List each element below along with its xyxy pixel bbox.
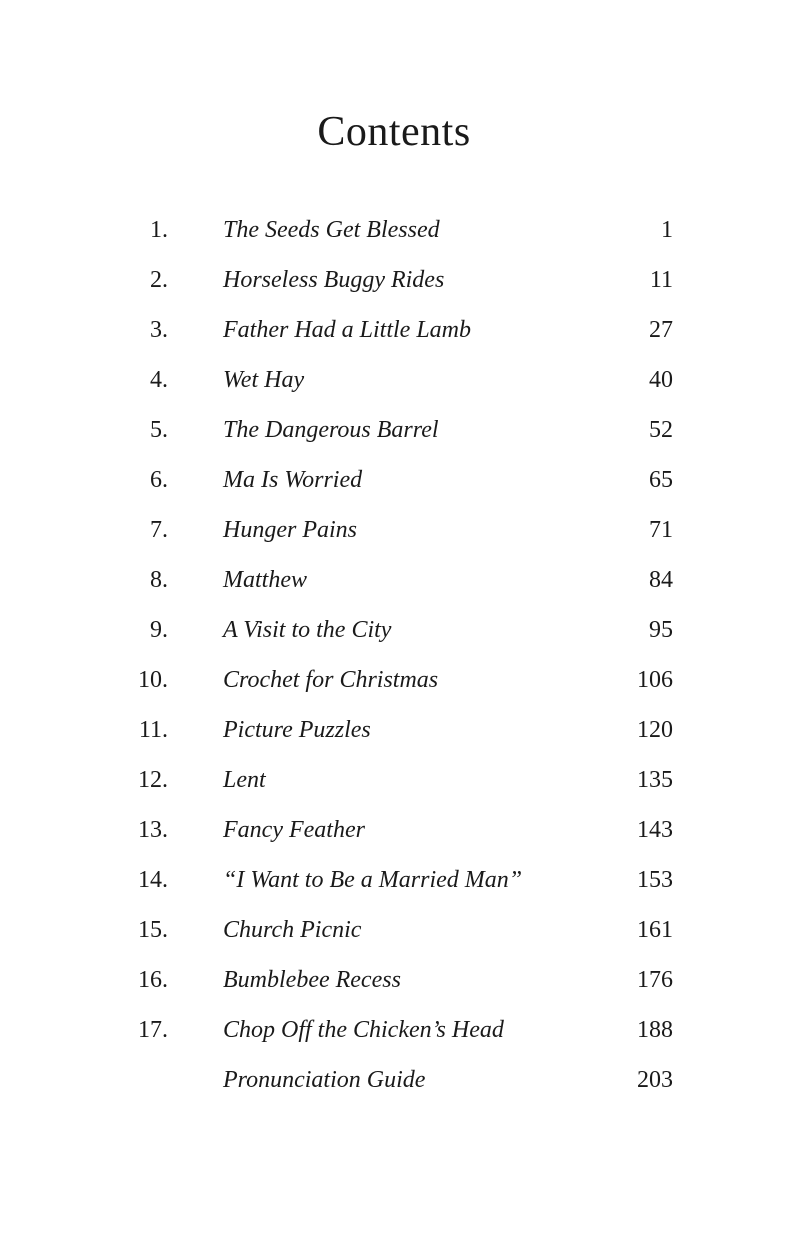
page-number: 52 [649, 417, 673, 443]
chapter-title: Father Had a Little Lamb [223, 317, 472, 343]
chapter-number: 2. [150, 267, 168, 293]
chapter-number: 1. [150, 217, 168, 243]
chapter-title: Wet Hay [223, 367, 305, 393]
page-number: 188 [637, 1017, 673, 1043]
chapter-title: Church Picnic [223, 917, 362, 943]
chapter-title: Crochet for Christmas [223, 667, 439, 693]
page-number: 135 [637, 767, 673, 793]
page-number: 95 [649, 617, 673, 643]
chapter-title: The Seeds Get Blessed [223, 217, 440, 243]
toc-entry [0, 1055, 788, 1105]
chapter-title: Matthew [223, 567, 307, 593]
page-number: 143 [637, 817, 673, 843]
page-number: 1 [661, 217, 673, 243]
toc-entry [0, 305, 788, 355]
page-number: 65 [649, 467, 673, 493]
page-number: 84 [649, 567, 673, 593]
page-number: 120 [637, 717, 673, 743]
chapter-number: 5. [150, 417, 168, 443]
chapter-number: 13. [138, 817, 168, 843]
table-of-contents [0, 205, 788, 1105]
chapter-title: The Dangerous Barrel [223, 417, 439, 443]
toc-entry [0, 255, 788, 305]
toc-entry [0, 955, 788, 1005]
chapter-number: 7. [150, 517, 168, 543]
chapter-title: A Visit to the City [223, 617, 392, 643]
toc-entry [0, 505, 788, 555]
toc-entry [0, 355, 788, 405]
toc-entry [0, 805, 788, 855]
toc-entry [0, 755, 788, 805]
chapter-title: Horseless Buggy Rides [223, 267, 445, 293]
chapter-title: Picture Puzzles [223, 717, 371, 743]
toc-entry [0, 205, 788, 255]
chapter-title: Chop Off the Chicken’s Head [223, 1017, 504, 1043]
page-number: 153 [637, 867, 673, 893]
toc-entry [0, 455, 788, 505]
toc-entry [0, 405, 788, 455]
chapter-number: 12. [138, 767, 168, 793]
chapter-number: 8. [150, 567, 168, 593]
chapter-title: Bumblebee Recess [223, 967, 401, 993]
page-number: 71 [649, 517, 673, 543]
page-number: 203 [637, 1067, 673, 1093]
toc-entry [0, 1005, 788, 1055]
chapter-number: 3. [150, 317, 168, 343]
chapter-title: Ma Is Worried [223, 467, 363, 493]
toc-entry [0, 705, 788, 755]
chapter-number: 6. [150, 467, 168, 493]
chapter-number: 16. [138, 967, 168, 993]
chapter-title: “I Want to Be a Married Man” [223, 867, 523, 893]
chapter-number: 17. [138, 1017, 168, 1043]
chapter-number: 11. [138, 717, 168, 743]
toc-entry [0, 555, 788, 605]
page-number: 40 [649, 367, 673, 393]
toc-entry [0, 655, 788, 705]
chapter-title: Fancy Feather [223, 817, 365, 843]
chapter-number: 15. [138, 917, 168, 943]
chapter-number: 14. [138, 867, 168, 893]
page-number: 176 [637, 967, 673, 993]
chapter-title: Hunger Pains [223, 517, 357, 543]
page-number: 11 [649, 267, 673, 293]
chapter-title: Lent [223, 767, 266, 793]
page-number: 161 [637, 917, 673, 943]
chapter-number: 9. [150, 617, 168, 643]
page-title: Contents [317, 109, 471, 155]
chapter-number: 10. [138, 667, 168, 693]
toc-entry [0, 605, 788, 655]
toc-entry [0, 905, 788, 955]
page-number: 27 [649, 317, 673, 343]
chapter-number: 4. [150, 367, 168, 393]
chapter-title: Pronunciation Guide [223, 1067, 426, 1093]
page-number: 106 [637, 667, 673, 693]
toc-entry [0, 855, 788, 905]
